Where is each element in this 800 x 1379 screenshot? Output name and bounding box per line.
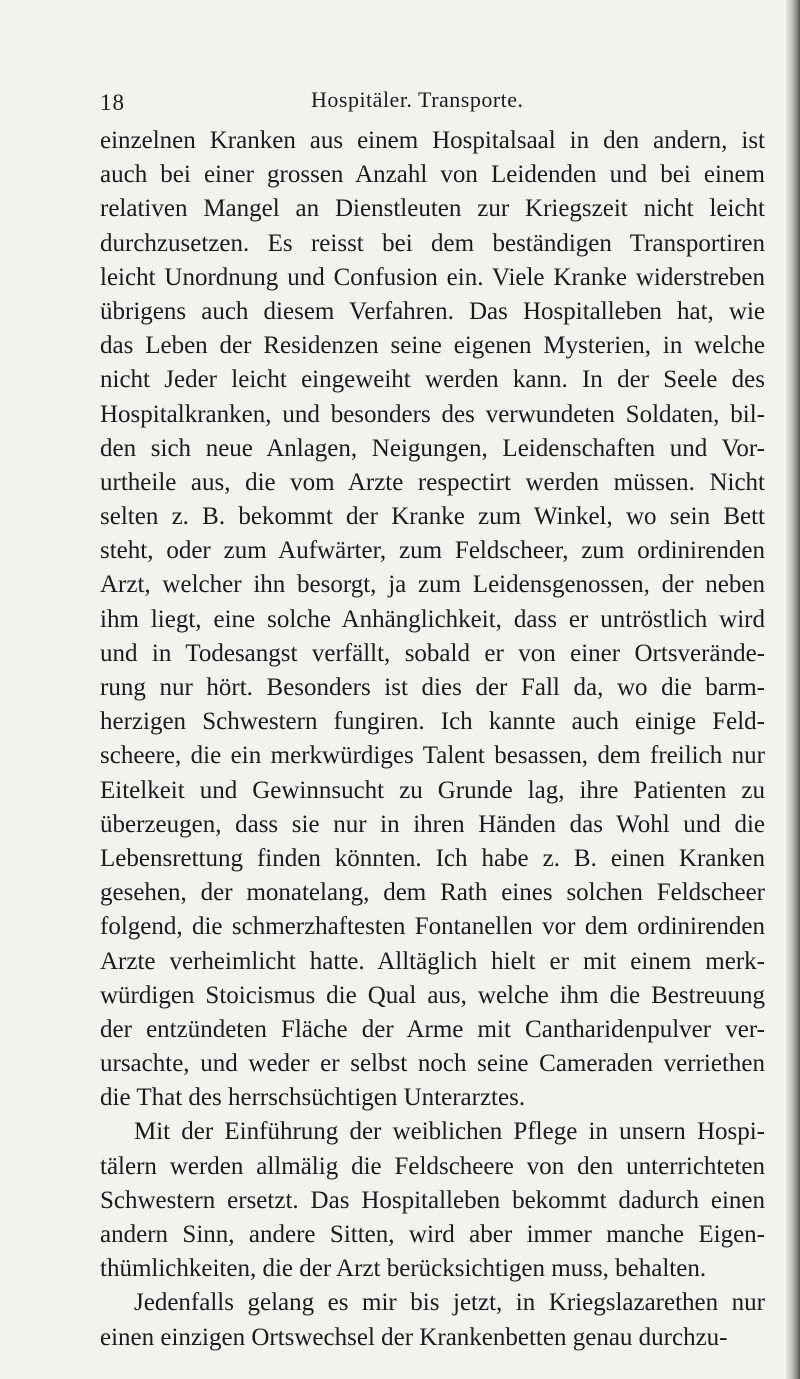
text-line: durchzusetzen. Es reisst bei dem beständigen Transportiren [100,229,765,257]
page-number: 18 [100,90,125,115]
paragraph [100,1115,765,1286]
text-line: Lebensrettung finden könnten. Ich habe z. B. einen Kranken [100,844,765,872]
text-line: folgend, die schmerzhaftesten Fontanellen vor dem ordinirenden [100,913,765,941]
text-line: thümlichkeiten, die der Arzt berücksichtigen muss, behalten. [100,1255,707,1283]
text-line: selten z. B. bekommt der Kranke zum Winkel, wo sein Bett [100,503,765,531]
running-head: Hospitäler. Transporte. [311,87,524,112]
text-line: und in Todesangst verfällt, sobald er von einer Ortsverände- [100,639,765,667]
text-line: Jedenfalls gelang es mir bis jetzt, in Kriegslazarethen nur [134,1289,765,1317]
text-line: übrigens auch diesem Verfahren. Das Hospitalleben hat, wie [100,297,765,325]
page-header [0,84,800,114]
text-line: tälern werden allmälig die Feldscheere von den unterrichteten [100,1152,765,1180]
text-line: den sich neue Anlagen, Neigungen, Leidenschaften und Vor- [100,434,765,462]
text-line: der entzündeten Fläche der Arme mit Cantharidenpulver ver- [100,1015,765,1043]
text-line: herzigen Schwestern fungiren. Ich kannte auch einige Feld- [100,708,765,736]
text-line: einen einzigen Ortswechsel der Krankenbetten genau durchzu- [100,1323,728,1351]
text-line: rung nur hört. Besonders ist dies der Fall da, wo die barm- [100,674,765,701]
text-line: scheere, die ein merkwürdiges Talent besassen, dem freilich nur [100,742,765,770]
text-line: ursachte, und weder er selbst noch seine Cameraden verriethen [100,1050,765,1078]
body-text [100,124,765,1355]
text-line: das Leben der Residenzen seine eigenen Mysterien, in welche [100,332,765,360]
text-line: auch bei einer grossen Anzahl von Leidenden und bei einem [100,161,765,189]
text-line: Hospitalkranken, und besonders des verwundeten Soldaten, bil- [100,400,765,428]
text-line: nicht Jeder leicht eingeweiht werden kann. In der Seele des [100,366,765,394]
text-line: Eitelkeit und Gewinnsucht zu Grunde lag, ihre Patienten zu [100,776,765,804]
text-line: überzeugen, dass sie nur in ihren Händen das Wohl und die [100,810,765,838]
text-line: urtheile aus, die vom Arzte respectirt werden müssen. Nicht [100,468,765,496]
page-edge-shadow [786,0,800,1379]
text-line: andern Sinn, andere Sitten, wird aber immer manche Eigen- [100,1221,765,1248]
text-line: einzelnen Kranken aus einem Hospitalsaal in den andern, ist [100,127,765,154]
text-line: Schwestern ersetzt. Das Hospitalleben bekommt dadurch einen [100,1186,765,1214]
text-line: die That des herrschsüchtigen Unterarztes. [100,1084,526,1112]
paragraph [100,1286,765,1354]
text-line: ihm liegt, eine solche Anhänglichkeit, dass er untröstlich wird [100,605,765,633]
text-line: Arzte verheimlicht hatte. Alltäglich hielt er mit einem merk- [100,947,765,975]
text-line: Mit der Einführung der weiblichen Pflege in unsern Hospi- [134,1118,765,1146]
text-line: steht, oder zum Aufwärter, zum Feldscheer, zum ordinirenden [100,537,765,565]
text-line: würdigen Stoicismus die Qual aus, welche ihm die Bestreuung [100,981,765,1009]
text-line: Arzt, welcher ihn besorgt, ja zum Leidensgenossen, der neben [100,571,765,599]
text-line: relativen Mangel an Dienstleuten zur Kriegszeit nicht leicht [100,195,765,223]
text-line: leicht Unordnung und Confusion ein. Viele Kranke widerstreben [100,263,765,291]
paragraph [100,124,765,1115]
text-line: gesehen, der monatelang, dem Rath eines solchen Feldscheer [100,879,765,907]
